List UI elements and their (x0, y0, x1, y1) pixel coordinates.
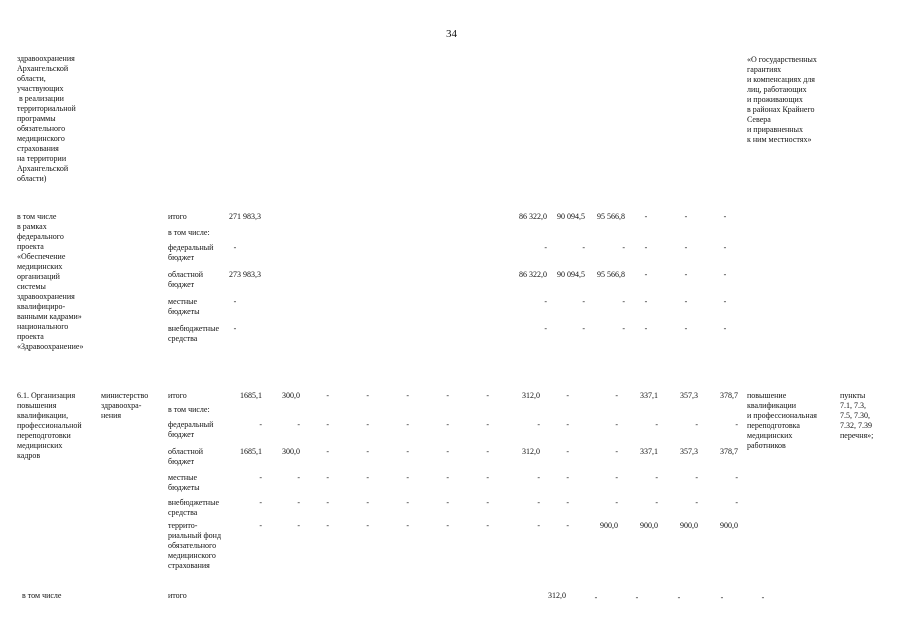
block3-value-cell: - (655, 420, 658, 429)
block3-source-label: областной бюджет (168, 447, 204, 466)
block2-year-value: - (582, 324, 585, 333)
block2-total: - (233, 297, 237, 306)
block3-value-cell: 312,0 (522, 391, 540, 400)
block3-value-cell: 300,0 (282, 391, 300, 400)
block3-value-cell: 900,0 (720, 521, 738, 530)
block3-value-cell: - (486, 420, 489, 429)
block2-year-value: - (684, 243, 688, 252)
block2-year-value: - (644, 270, 648, 279)
block2-source-label: федеральный бюджет (168, 243, 214, 262)
block3-value-cell: - (259, 420, 262, 429)
block3-value-cell: - (259, 473, 262, 482)
block3-value-cell: - (406, 420, 409, 429)
block3-value-cell: - (326, 420, 329, 429)
block3-value-cell: - (297, 420, 300, 429)
block3-value-cell: 900,0 (640, 521, 658, 530)
block3-value-cell: 357,3 (680, 447, 698, 456)
block3-value-cell: - (615, 447, 618, 456)
block3-value-cell: - (366, 420, 369, 429)
block2-year-value: - (644, 297, 648, 306)
block2-year-value: 90 094,5 (557, 212, 585, 221)
block3-value-cell: - (406, 498, 409, 507)
block3-value-cell: - (566, 521, 569, 530)
block2-year-value: - (684, 212, 688, 221)
block4-source: итого (168, 591, 187, 600)
block3-value-cell: - (537, 420, 540, 429)
block3-value-cell: - (655, 498, 658, 507)
block3-value-cell: - (537, 521, 540, 530)
block2-year-value: 86 322,0 (519, 212, 547, 221)
block4-dash: - (594, 593, 598, 602)
block3-value-cell: - (566, 420, 569, 429)
block2-year-value: 95 566,8 (597, 212, 625, 221)
block2-year-value: - (723, 270, 727, 279)
block3-value-cell: - (326, 521, 329, 530)
block3-value-cell: - (366, 447, 369, 456)
block3-value-cell: 337,1 (640, 447, 658, 456)
block3-value-cell: - (406, 391, 409, 400)
block3-value-cell: 900,0 (600, 521, 618, 530)
block3-value-cell: - (695, 473, 698, 482)
block3-value-cell: - (566, 498, 569, 507)
block3-value-cell: - (486, 498, 489, 507)
block3-value-cell: - (259, 521, 262, 530)
block2-year-value: - (644, 324, 648, 333)
block3-value-cell: - (366, 391, 369, 400)
block3-value-cell: - (326, 498, 329, 507)
block3-source-label: террито- риальный фонд обязательного медицинского страхования (168, 521, 222, 570)
block2-total: 271 983,3 (229, 212, 261, 221)
block3-value-cell: - (326, 447, 329, 456)
block3-value-cell: - (366, 473, 369, 482)
block2-total: - (233, 243, 237, 252)
block4-dash: - (720, 593, 724, 602)
block1-description: здравоохранения Архангельской области, участвующих в реализации территориальной программы обязательного медицинского страхования на территории Архангельской области) (17, 54, 76, 183)
block1-legal-reference: «О государственных гарантиях и компенсациях для лиц, работающих и проживающих в районах Крайнего Севера и приравненных к ним местностях» (747, 55, 817, 144)
block2-year-value: - (684, 297, 688, 306)
block3-value-cell: 378,7 (720, 391, 738, 400)
block2-source-label: внебюджетные средства (168, 324, 219, 343)
block3-value-cell: - (615, 391, 618, 400)
block3-source-label: итого (168, 391, 187, 400)
block2-total: 273 983,3 (229, 270, 261, 279)
block2-year-value: - (723, 212, 727, 221)
block4-dash: - (635, 593, 639, 602)
block3-value-cell: - (297, 521, 300, 530)
block3-points: пункты 7.1, 7.3, 7.5, 7.30, 7.32, 7.39 перечня»; (840, 391, 874, 440)
block4-description: в том числе (22, 591, 62, 600)
block2-year-value: - (582, 243, 585, 252)
block2-year-value: - (544, 324, 547, 333)
block3-value-cell: 1685,1 (240, 391, 262, 400)
block3-value-cell: - (695, 420, 698, 429)
block3-value-cell: - (615, 498, 618, 507)
block3-value-cell: - (566, 391, 569, 400)
block3-value-cell: - (655, 473, 658, 482)
block2-year-value: 95 566,8 (597, 270, 625, 279)
block3-value-cell: - (735, 473, 738, 482)
block2-source-label: в том числе: (168, 228, 210, 237)
block2-year-value: 86 322,0 (519, 270, 547, 279)
block3-value-cell: - (486, 447, 489, 456)
block3-value-cell: - (695, 498, 698, 507)
block3-value-cell: - (566, 447, 569, 456)
block2-year-value: - (723, 243, 727, 252)
block2-total: - (233, 324, 237, 333)
block3-value-cell: 357,3 (680, 391, 698, 400)
block3-value-cell: - (366, 521, 369, 530)
page-number: 34 (446, 28, 457, 40)
block3-result: повышение квалификации и профессиональная переподготовка медицинских работников (747, 391, 817, 450)
block2-year-value: - (544, 243, 547, 252)
block3-value-cell: - (259, 498, 262, 507)
block3-value-cell: - (446, 498, 449, 507)
block3-value-cell: - (297, 473, 300, 482)
block3-value-cell: - (446, 521, 449, 530)
block3-value-cell: - (406, 521, 409, 530)
block3-value-cell: - (297, 498, 300, 507)
block3-value-cell: - (446, 473, 449, 482)
block2-year-value: - (644, 243, 648, 252)
block3-value-cell: 378,7 (720, 447, 738, 456)
block3-value-cell: 312,0 (522, 447, 540, 456)
block2-year-value: - (644, 212, 648, 221)
block4-value: 312,0 (548, 591, 566, 600)
block3-value-cell: - (446, 391, 449, 400)
block3-value-cell: - (446, 447, 449, 456)
block2-year-value: - (544, 297, 547, 306)
block2-year-value: - (684, 270, 688, 279)
block2-source-label: местные бюджеты (168, 297, 200, 316)
block3-value-cell: 300,0 (282, 447, 300, 456)
block3-value-cell: 1685,1 (240, 447, 262, 456)
block2-year-value: - (582, 297, 585, 306)
block3-value-cell: - (326, 473, 329, 482)
block2-year-value: - (684, 324, 688, 333)
block2-year-value: - (723, 324, 727, 333)
block3-value-cell: - (406, 447, 409, 456)
block3-value-cell: - (366, 498, 369, 507)
block3-value-cell: - (486, 391, 489, 400)
block3-value-cell: - (615, 420, 618, 429)
block3-value-cell: - (537, 473, 540, 482)
block4-dash: - (761, 593, 765, 602)
block2-year-value: - (622, 324, 625, 333)
block3-value-cell: 337,1 (640, 391, 658, 400)
block3-value-cell: - (537, 498, 540, 507)
block3-executor: министерство здравоохра- нения (101, 391, 149, 420)
block2-year-value: 90 094,5 (557, 270, 585, 279)
block3-value-cell: - (486, 521, 489, 530)
block3-value-cell: - (735, 420, 738, 429)
block3-value-cell: 900,0 (680, 521, 698, 530)
block3-value-cell: - (735, 498, 738, 507)
block3-source-label: местные бюджеты (168, 473, 200, 492)
block2-year-value: - (622, 297, 625, 306)
block3-source-label: федеральный бюджет (168, 420, 214, 439)
block3-source-label: в том числе: (168, 405, 210, 414)
block2-source-label: итого (168, 212, 187, 221)
block3-source-label: внебюджетные средства (168, 498, 219, 517)
block2-description: в том числе в рамках федерального проекта «Обеспечение медицинских организаций системы здравоохранения квалифициро- ванными кадрами» национального проекта «Здравоохранение» (17, 212, 84, 351)
block2-source-label: областной бюджет (168, 270, 204, 289)
block3-value-cell: - (326, 391, 329, 400)
block3-value-cell: - (615, 473, 618, 482)
block2-year-value: - (622, 243, 625, 252)
block3-value-cell: - (406, 473, 409, 482)
block3-value-cell: - (566, 473, 569, 482)
block2-year-value: - (723, 297, 727, 306)
block3-description: 6.1. Организация повышения квалификации, профессиональной переподготовки медицинских кадров (17, 391, 82, 460)
block3-value-cell: - (486, 473, 489, 482)
block3-value-cell: - (446, 420, 449, 429)
block4-dash: - (677, 593, 681, 602)
